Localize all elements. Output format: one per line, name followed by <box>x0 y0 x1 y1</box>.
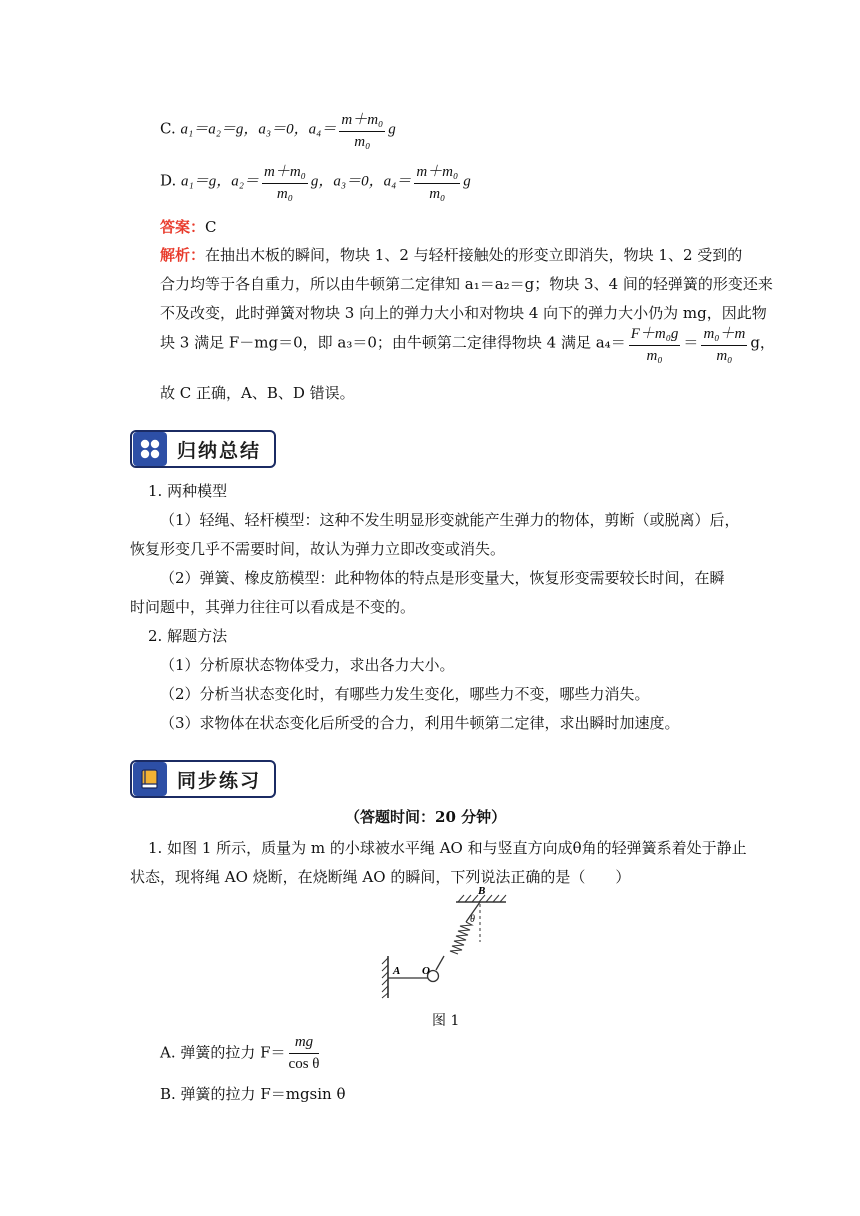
fraction-denominator: cos θ <box>288 1056 320 1072</box>
summary-para-1a: （1）轻绳、轻杆模型：这种不发生明显形变就能产生弹力的物体，剪断（或脱离）后， <box>160 511 740 529</box>
summary-heading-2: 2. 解题方法 <box>148 627 228 645</box>
four-petal-icon <box>133 432 167 466</box>
answer-value: C <box>205 218 217 236</box>
fraction-numerator: m₀＋m <box>701 322 747 346</box>
option-d-fraction-2 <box>414 160 460 203</box>
summary-step-3: （3）求物体在状态变化后所受的合力，利用牛顿第二定律，求出瞬时加速度。 <box>160 714 680 732</box>
option-d-text-2: g，a₃＝0，a₄＝ <box>310 173 412 190</box>
fraction-numerator: F＋m₀g <box>629 322 681 346</box>
analysis-tail: g， <box>750 333 775 352</box>
summary-step-1: （1）分析原状态物体受力，求出各力大小。 <box>160 656 455 674</box>
label-A: A <box>393 965 401 977</box>
option-c <box>160 108 396 151</box>
question-1-line-2: 状态，现将绳 AO 烧断，在烧断绳 AO 的瞬间，下列说法正确的是（ ） <box>130 868 631 886</box>
practice-badge <box>130 760 276 798</box>
option-c-label: C. <box>160 119 176 138</box>
analysis-line-4 <box>160 322 775 365</box>
option-d-fraction-1 <box>262 160 308 203</box>
analysis-line-3: 不及改变，此时弹簧对物块 3 向上的弹力大小和对物块 4 向下的弹力大小仍为 mg，因此物 <box>160 304 767 322</box>
summary-badge <box>130 430 276 468</box>
fraction-denominator: m₀ <box>276 186 293 202</box>
analysis-line-1 <box>160 244 742 265</box>
equals-sign: ＝ <box>683 333 699 352</box>
analysis-line-2: 合力均等于各自重力，所以由牛顿第二定律知 a₁＝a₂＝g；物块 3、4 间的轻弹簧的形变还来 <box>160 275 773 293</box>
option-a-fraction <box>289 1034 320 1073</box>
option-c-tail: g <box>388 121 396 138</box>
fraction-numerator: m＋m₀ <box>414 160 460 184</box>
book-icon <box>133 762 167 796</box>
label-theta: θ <box>470 914 475 925</box>
summary-para-2a: （2）弹簧、橡皮筋模型：此种物体的特点是形变量大，恢复形变需要较长时间，在瞬 <box>160 569 725 587</box>
fraction-numerator: m＋m₀ <box>339 108 385 132</box>
fraction-numerator: mg <box>289 1034 320 1054</box>
option-c-fraction <box>339 108 385 151</box>
answer-line <box>160 216 217 237</box>
fraction-denominator: m₀ <box>429 186 446 202</box>
label-O: O <box>422 965 430 977</box>
label-B: B <box>478 885 486 897</box>
analysis-text: 块 3 满足 F－mg＝0，即 a₃＝0；由牛顿第二定律得物块 4 满足 a₄＝ <box>160 333 626 352</box>
fraction-denominator: m₀ <box>354 134 371 150</box>
analysis-fraction-2 <box>701 322 747 365</box>
analysis-fraction-1 <box>629 322 681 365</box>
option-c-text: a₁＝a₂＝g，a₃＝0，a₄＝ <box>180 121 337 138</box>
option-a <box>160 1034 322 1073</box>
option-d-text-1: a₁＝g，a₂＝ <box>181 173 259 190</box>
analysis-line-5: 故 C 正确，A、B、D 错误。 <box>160 384 355 402</box>
summary-title: 归纳总结 <box>177 439 262 462</box>
fraction-numerator: m＋m₀ <box>262 160 308 184</box>
option-d-tail: g <box>463 173 471 190</box>
fraction-denominator: m₀ <box>646 348 663 364</box>
option-d <box>160 160 471 203</box>
analysis-text: 在抽出木板的瞬间，物块 1、2 与轻杆接触处的形变立即消失，物块 1、2 受到的 <box>205 246 743 264</box>
answer-label: 答案： <box>160 218 206 236</box>
practice-title: 同步练习 <box>177 769 262 792</box>
question-1-line-1: 1. 如图 1 所示，质量为 m 的小球被水平绳 AO 和与竖直方向成θ角的轻弹簧系着处于静止 <box>148 839 747 857</box>
option-d-label: D. <box>160 171 177 190</box>
summary-step-2: （2）分析当状态变化时，有哪些力发生变化，哪些力不变，哪些力消失。 <box>160 685 650 703</box>
option-b: B. 弹簧的拉力 F＝mgsin θ <box>160 1085 346 1103</box>
analysis-label: 解析： <box>160 246 206 264</box>
figure-caption: 图 1 <box>432 1013 460 1029</box>
answer-time: （答题时间：20 分钟） <box>345 808 507 826</box>
option-a-text: A. 弹簧的拉力 F＝ <box>160 1043 286 1062</box>
fraction-denominator: m₀ <box>716 348 733 364</box>
figure-1 <box>370 882 520 1002</box>
summary-para-2b: 时问题中，其弹力往往可以看成是不变的。 <box>130 598 416 616</box>
summary-heading-1: 1. 两种模型 <box>148 482 228 500</box>
summary-para-1b: 恢复形变几乎不需要时间，故认为弹力立即改变或消失。 <box>130 540 506 558</box>
